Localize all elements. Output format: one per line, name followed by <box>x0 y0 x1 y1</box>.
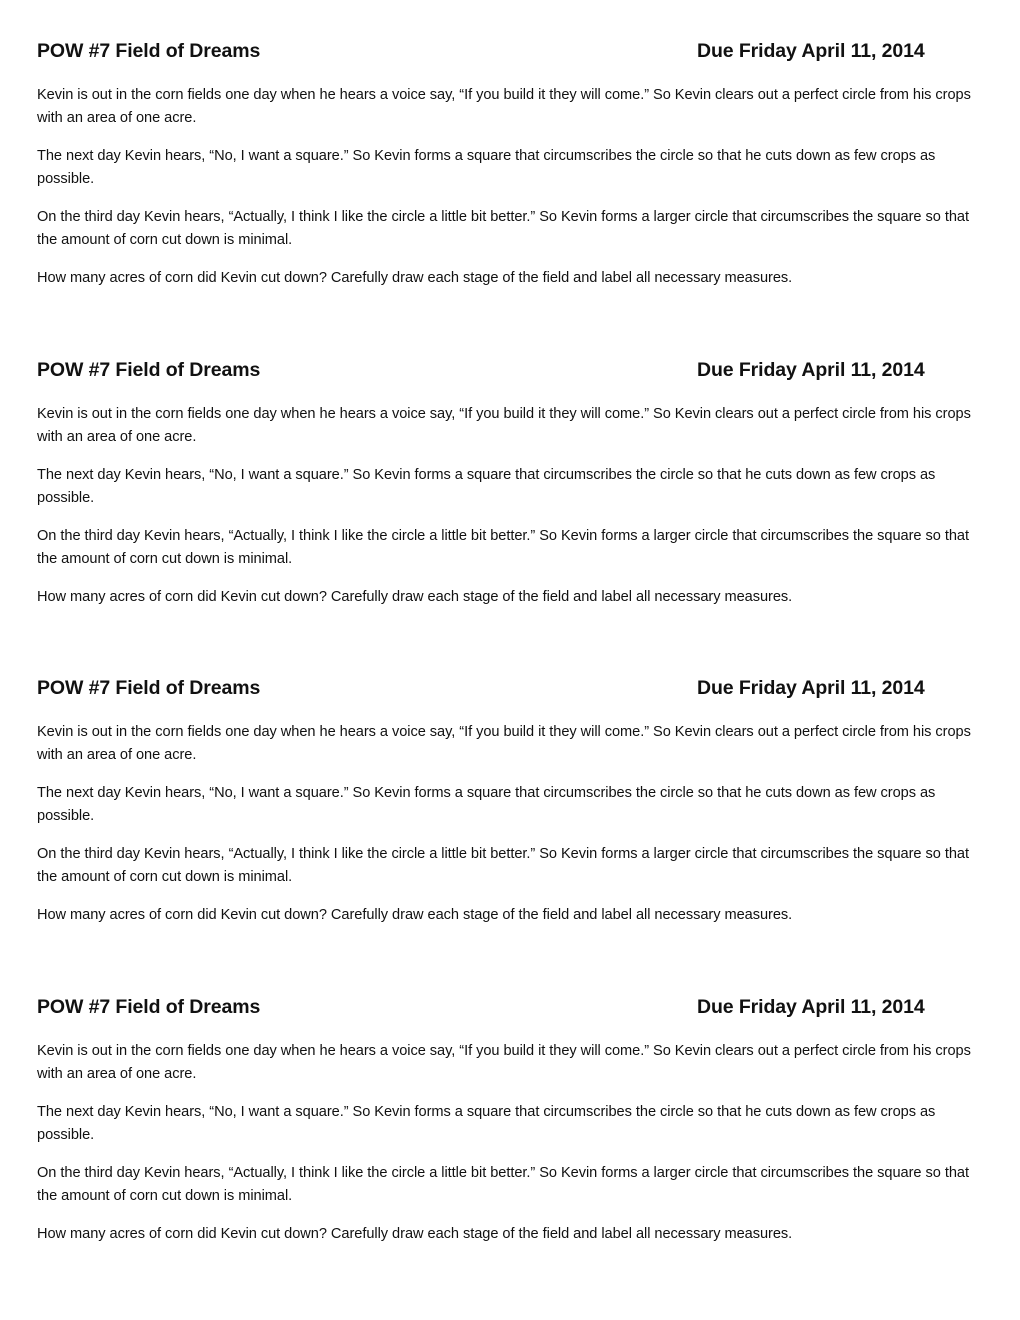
paragraph-intro: Kevin is out in the corn fields one day when he hears a voice say, “If you build it they will come.” So Kevin clears out a perfect circle from his crops with an area of one acre. <box>37 406 971 445</box>
worksheet-section-2 <box>37 357 982 609</box>
due-date: Due Friday April 11, 2014 <box>697 359 925 381</box>
paragraph-square: The next day Kevin hears, “No, I want a square.” So Kevin forms a square that circumscribes the circle so that he cuts down as few crops as possible. <box>37 467 936 506</box>
paragraph-question: How many acres of corn did Kevin cut down? Carefully draw each stage of the field and label all necessary measures. <box>37 270 793 286</box>
due-date: Due Friday April 11, 2014 <box>697 677 925 699</box>
section-header <box>37 675 982 701</box>
paragraph-square: The next day Kevin hears, “No, I want a square.” So Kevin forms a square that circumscribes the circle so that he cuts down as few crops as possible. <box>37 785 936 824</box>
paragraph-larger-circle: On the third day Kevin hears, “Actually, I think I like the circle a little bit better.” So Kevin forms a larger circle that circumscribes the square so that the amount of corn cut down is minimal. <box>37 209 969 248</box>
paragraph-intro: Kevin is out in the corn fields one day when he hears a voice say, “If you build it they will come.” So Kevin clears out a perfect circle from his crops with an area of one acre. <box>37 1043 971 1082</box>
paragraph-larger-circle: On the third day Kevin hears, “Actually, I think I like the circle a little bit better.” So Kevin forms a larger circle that circumscribes the square so that the amount of corn cut down is minimal. <box>37 846 969 885</box>
assignment-title: POW #7 Field of Dreams <box>37 359 261 381</box>
due-date: Due Friday April 11, 2014 <box>697 996 925 1018</box>
section-header <box>37 38 982 64</box>
paragraph-question: How many acres of corn did Kevin cut down? Carefully draw each stage of the field and label all necessary measures. <box>37 907 793 923</box>
section-header <box>37 357 982 383</box>
worksheet-section-3 <box>37 675 982 927</box>
paragraph-square: The next day Kevin hears, “No, I want a square.” So Kevin forms a square that circumscribes the circle so that he cuts down as few crops as possible. <box>37 148 936 187</box>
section-header <box>37 994 982 1020</box>
due-date: Due Friday April 11, 2014 <box>697 40 925 62</box>
assignment-title: POW #7 Field of Dreams <box>37 996 261 1018</box>
paragraph-larger-circle: On the third day Kevin hears, “Actually, I think I like the circle a little bit better.” So Kevin forms a larger circle that circumscribes the square so that the amount of corn cut down is minimal. <box>37 1165 969 1204</box>
paragraph-square: The next day Kevin hears, “No, I want a square.” So Kevin forms a square that circumscribes the circle so that he cuts down as few crops as possible. <box>37 1104 936 1143</box>
paragraph-intro: Kevin is out in the corn fields one day when he hears a voice say, “If you build it they will come.” So Kevin clears out a perfect circle from his crops with an area of one acre. <box>37 87 971 126</box>
paragraph-larger-circle: On the third day Kevin hears, “Actually, I think I like the circle a little bit better.” So Kevin forms a larger circle that circumscribes the square so that the amount of corn cut down is minimal. <box>37 528 969 567</box>
paragraph-question: How many acres of corn did Kevin cut down? Carefully draw each stage of the field and label all necessary measures. <box>37 1226 793 1242</box>
assignment-title: POW #7 Field of Dreams <box>37 677 261 699</box>
assignment-title: POW #7 Field of Dreams <box>37 40 261 62</box>
worksheet-section-1 <box>37 38 982 290</box>
paragraph-question: How many acres of corn did Kevin cut down? Carefully draw each stage of the field and label all necessary measures. <box>37 589 793 605</box>
worksheet-section-4 <box>37 994 982 1246</box>
paragraph-intro: Kevin is out in the corn fields one day when he hears a voice say, “If you build it they will come.” So Kevin clears out a perfect circle from his crops with an area of one acre. <box>37 724 971 763</box>
